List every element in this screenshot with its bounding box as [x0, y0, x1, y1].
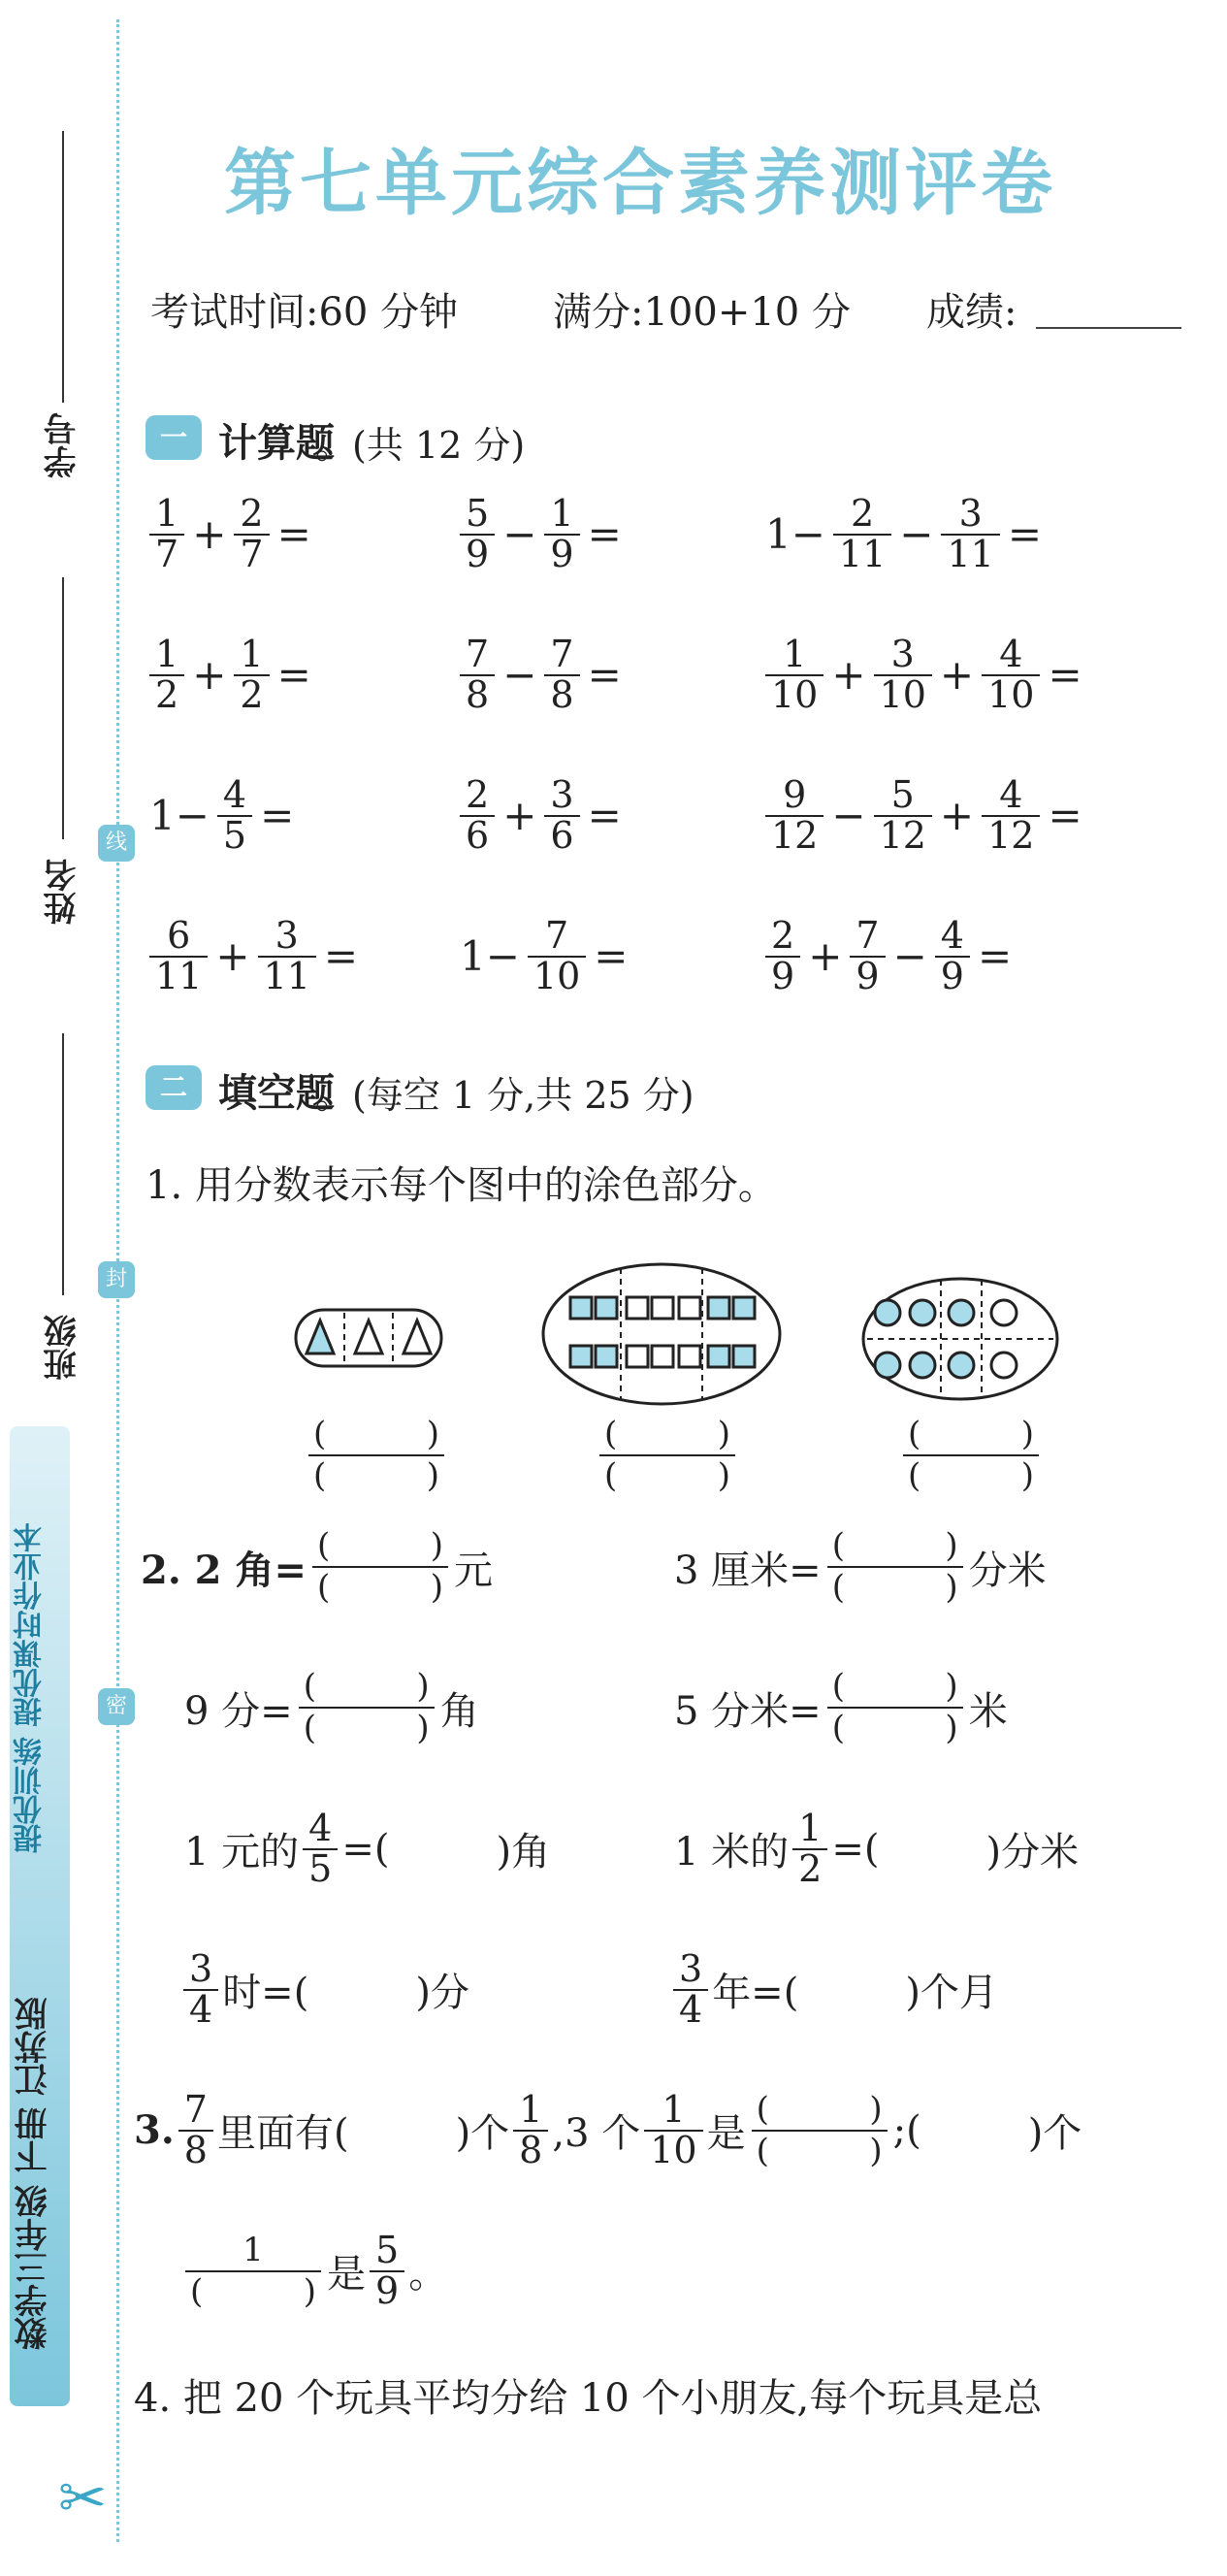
fraction: $\frac{3}{6}$ [544, 776, 579, 856]
q2-f: 1 米的 $\frac{1}{2}$ =( )分米 [674, 1807, 1080, 1890]
q2-a-blank[interactable]: ( ) ( ) [312, 1528, 448, 1607]
section1-note: 。(共 12 分) [315, 424, 526, 467]
scissors-icon: ✂ [58, 2464, 108, 2532]
student-id-label: 学号 [44, 412, 82, 478]
calc-expression [761, 914, 1016, 997]
seal-line: 线 [98, 825, 135, 862]
question-4: 4. 把 20 个玩具平均分给 10 个小朋友,每个玩具是总 [134, 2376, 1043, 2421]
fraction: $\frac{1}{2}$ [234, 636, 269, 715]
q2-c-blank[interactable]: ( ) ( ) [299, 1669, 435, 1747]
fraction: $\frac{4}{12}$ [982, 776, 1040, 856]
calc-expression [456, 914, 631, 997]
fraction: $\frac{9}{12}$ [765, 776, 823, 856]
series-name: 提优训练 提优课时作业本 [14, 1522, 48, 1854]
question-1: 1. 用分数表示每个图中的涂色部分。 [145, 1163, 777, 1208]
operator: + [192, 651, 227, 700]
score-label: 成绩: [926, 290, 1017, 335]
triangle-figure [296, 1310, 441, 1366]
operator: − [502, 651, 537, 700]
operator: + [939, 792, 975, 840]
figure-group [291, 1256, 1086, 1412]
fraction: $\frac{2}{9}$ [765, 917, 800, 996]
fraction: $\frac{7}{9}$ [850, 917, 885, 996]
calc-expression [145, 773, 298, 857]
figure2-answer[interactable]: ( ) ( ) [594, 1417, 741, 1495]
operator: + [192, 510, 227, 559]
operator: = [587, 510, 622, 559]
fraction: $\frac{1}{2}$ [149, 636, 184, 715]
operator: − [502, 510, 537, 559]
name-line [62, 577, 64, 839]
figure1-answer[interactable]: ( ) ( ) [303, 1417, 450, 1495]
q3-blank-2[interactable]: ( ) ( ) [752, 2092, 888, 2170]
operator: − [831, 792, 866, 840]
fraction: $\frac{4}{9}$ [935, 917, 970, 996]
calc-expression [761, 492, 1046, 575]
calc-expression [456, 633, 626, 716]
operator: 1− [765, 510, 825, 559]
operator: = [276, 651, 311, 700]
operator: = [260, 792, 295, 840]
operator: 1− [460, 932, 520, 981]
section2-badge: 二 [145, 1065, 202, 1110]
q3-blank-4[interactable]: 1 ( ) [185, 2233, 321, 2311]
q2-d-blank[interactable]: ( ) ( ) [827, 1669, 963, 1747]
q3-line1: 3. $\frac{7}{8}$ 里面有( )个 $\frac{1}{8}$ ,3 个 $\frac{1}{10}$ 是 ( ) ( ) ;( )个 [134, 2088, 1082, 2171]
calc-expression [456, 492, 626, 575]
operator: = [977, 932, 1013, 981]
operator: = [276, 510, 311, 559]
operator: = [587, 651, 622, 700]
fraction: $\frac{1}{9}$ [544, 495, 579, 574]
fraction: $\frac{4}{5}$ [217, 776, 252, 856]
section2-note: 。(每空 1 分,共 25 分) [315, 1074, 694, 1117]
fraction: $\frac{1}{10}$ [765, 636, 823, 715]
q2-d: 5 分米= ( ) ( ) 米 [674, 1667, 1008, 1748]
fraction: $\frac{3}{11}$ [941, 495, 999, 574]
grade-edition: 数学三年级 下册 江苏版 [15, 1997, 53, 2350]
q2-c: 9 分= ( ) ( ) 角 [184, 1667, 479, 1748]
operator: + [939, 651, 975, 700]
fraction: $\frac{7}{8}$ [460, 636, 495, 715]
section1-title: 计算题 [218, 421, 335, 466]
calc-expression [761, 633, 1086, 716]
calc-expression [145, 492, 315, 575]
operator: + [215, 932, 250, 981]
fraction: $\frac{6}{11}$ [149, 917, 208, 996]
q2-g: $\frac{3}{4}$ 时=( )分 [179, 1950, 469, 2030]
square-figure [543, 1264, 780, 1404]
figure3-answer[interactable]: ( ) ( ) [897, 1417, 1045, 1495]
q2-e: 1 元的 $\frac{4}{5}$ =( )角 [184, 1807, 551, 1890]
q2-b-blank[interactable]: ( ) ( ) [827, 1528, 963, 1607]
name-label: 姓名 [44, 859, 82, 925]
calc-expression [145, 914, 362, 997]
q2-a: 2. 2 角= ( ) ( ) 元 [141, 1526, 493, 1608]
fraction: $\frac{3}{10}$ [874, 636, 932, 715]
seal-seal: 封 [98, 1261, 135, 1298]
calc-expression [761, 773, 1086, 857]
section2-title: 填空题 [218, 1071, 335, 1116]
seal-close: 密 [98, 1688, 135, 1725]
q2-h: $\frac{3}{4}$ 年=( )个月 [669, 1950, 998, 2030]
class-line [62, 1033, 64, 1295]
operator: = [587, 792, 622, 840]
fraction: $\frac{3}{11}$ [258, 917, 316, 996]
section1-badge: 一 [145, 415, 202, 460]
fraction: $\frac{5}{12}$ [874, 776, 932, 856]
fraction: $\frac{7}{10}$ [528, 917, 586, 996]
operator: = [323, 932, 359, 981]
class-label: 班级 [44, 1315, 82, 1381]
operator: + [808, 932, 843, 981]
score-field[interactable] [1036, 327, 1181, 329]
calc-expression [145, 633, 315, 716]
operator: + [502, 792, 537, 840]
fraction: $\frac{5}{9}$ [460, 495, 495, 574]
operator: − [899, 510, 934, 559]
student-id-line [62, 131, 64, 403]
circle-figure [863, 1279, 1057, 1399]
operator: = [1048, 651, 1082, 700]
fraction: $\frac{1}{7}$ [149, 495, 184, 574]
q3-line2: 1 ( ) 是 $\frac{5}{9}$ 。 [179, 2232, 447, 2311]
q2-b: 3 厘米= ( ) ( ) 分米 [674, 1526, 1047, 1608]
operator: = [1007, 510, 1043, 559]
operator: = [1048, 792, 1082, 840]
page-title: 第七单元综合素养测评卷 [224, 142, 1056, 225]
fraction: $\frac{2}{7}$ [234, 495, 269, 574]
operator: − [892, 932, 927, 981]
full-score: 满分:100+10 分 [553, 290, 851, 335]
fraction: $\frac{2}{11}$ [833, 495, 891, 574]
calc-expression [456, 773, 626, 857]
fraction: $\frac{4}{10}$ [982, 636, 1040, 715]
fraction: $\frac{7}{8}$ [544, 636, 579, 715]
fraction: $\frac{2}{6}$ [460, 776, 495, 856]
operator: 1− [149, 792, 210, 840]
exam-time: 考试时间:60 分钟 [150, 290, 459, 335]
operator: = [594, 932, 629, 981]
operator: + [831, 651, 866, 700]
